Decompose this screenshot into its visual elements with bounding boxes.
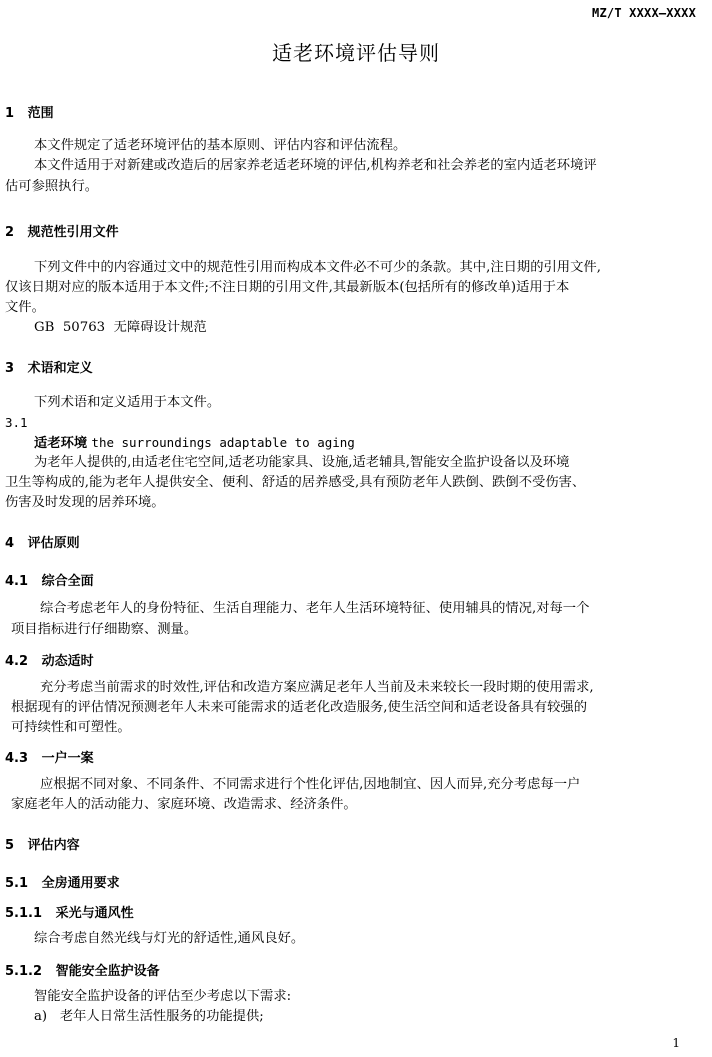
subsection-title: 智能安全监护设备 (55, 964, 160, 979)
definition: 伤害及时发现的居养环境。 (5, 495, 165, 510)
paragraph: 本文件适用于对新建或改造后的居家养老适老环境的评估,机构养老和社会养老的室内适老环境评 (34, 158, 597, 173)
subsection-4-3-heading (5, 747, 94, 766)
paragraph: 综合考虑自然光线与灯光的舒适性,通风良好。 (34, 931, 305, 946)
subsection-4-2-heading (5, 650, 94, 669)
subsection-number: 5.1.1 (5, 906, 43, 921)
page-number: 1 (672, 1036, 680, 1050)
subsection-5-1-heading (5, 872, 120, 891)
subsection-number: 4.2 (5, 654, 29, 669)
subsection-title: 采光与通风性 (55, 906, 134, 921)
subsection-number: 4.3 (5, 751, 29, 766)
paragraph: 下列术语和定义适用于本文件。 (34, 395, 221, 410)
subsection-title: 一户一案 (41, 751, 94, 766)
subsection-5-1-1-heading (5, 902, 134, 921)
list-marker: a) (34, 1009, 48, 1024)
paragraph: 应根据不同对象、不同条件、不同需求进行个性化评估,因地制宜、因人而异,充分考虑每一户 (40, 777, 581, 792)
subsection-number: 5.1 (5, 876, 29, 891)
section-number: 3 (5, 361, 15, 376)
section-3-heading (5, 357, 93, 376)
subsection-title: 动态适时 (41, 654, 94, 669)
paragraph: 充分考虑当前需求的时效性,评估和改造方案应满足老年人当前及未来较长一段时期的使用需求, (40, 680, 594, 695)
section-5-heading (5, 834, 80, 853)
subsection-5-1-2-heading (5, 960, 160, 979)
document-title: 适老环境评估导则 (272, 41, 440, 65)
normative-reference: GB 50763 无障碍设计规范 (34, 320, 207, 335)
paragraph: 下列文件中的内容通过文中的规范性引用而构成本文件必不可少的条款。其中,注日期的引用文件, (34, 260, 601, 275)
definition: 卫生等构成的,能为老年人提供安全、便利、舒适的居养感受,具有预防老年人跌倒、跌倒不受伤害、 (5, 475, 586, 490)
definition: 为老年人提供的,由适老住宅空间,适老功能家具、设施,适老辅具,智能安全监护设备以及环境 (34, 455, 570, 470)
term-entry (34, 433, 355, 454)
paragraph: 文件。 (5, 300, 45, 315)
list-item-text: 老年人日常生活性服务的功能提供; (59, 1009, 264, 1024)
subsection-title: 综合全面 (41, 574, 94, 589)
term-chinese: 适老环境 (34, 436, 88, 451)
section-title: 评估内容 (27, 838, 80, 853)
subsection-4-1-heading (5, 570, 94, 589)
subsection-number: 4.1 (5, 574, 29, 589)
paragraph: 综合考虑老年人的身份特征、生活自理能力、老年人生活环境特征、使用辅具的情况,对每一个 (40, 601, 590, 616)
section-number: 1 (5, 106, 15, 121)
term-english: the surroundings adaptable to aging (91, 435, 355, 450)
section-1-heading (5, 102, 54, 121)
term-number: 3.1 (5, 415, 28, 430)
paragraph: 估可参照执行。 (5, 179, 99, 194)
section-title: 规范性引用文件 (27, 225, 119, 240)
section-4-heading (5, 532, 80, 551)
paragraph: 项目指标进行仔细勘察、测量。 (11, 622, 198, 637)
section-2-heading (5, 221, 119, 240)
section-number: 2 (5, 225, 15, 240)
section-title: 术语和定义 (27, 361, 93, 376)
paragraph: 本文件规定了适老环境评估的基本原则、评估内容和评估流程。 (34, 138, 407, 153)
paragraph: 家庭老年人的活动能力、家庭环境、改造需求、经济条件。 (11, 797, 357, 812)
section-title: 评估原则 (27, 536, 80, 551)
list-item (34, 1007, 264, 1027)
standard-code: MZ/T XXXX—XXXX (592, 6, 696, 20)
paragraph: 智能安全监护设备的评估至少考虑以下需求: (34, 989, 292, 1004)
section-title: 范围 (27, 106, 54, 121)
paragraph: 根据现有的评估情况预测老年人未来可能需求的适老化改造服务,使生活空间和适老设备具有较强的 (11, 700, 587, 715)
section-number: 5 (5, 838, 15, 853)
section-number: 4 (5, 536, 15, 551)
paragraph: 可持续性和可塑性。 (11, 720, 131, 735)
paragraph: 仅该日期对应的版本适用于本文件;不注日期的引用文件,其最新版本(包括所有的修改单)适用于本 (5, 280, 570, 295)
subsection-title: 全房通用要求 (41, 876, 120, 891)
subsection-number: 5.1.2 (5, 964, 43, 979)
